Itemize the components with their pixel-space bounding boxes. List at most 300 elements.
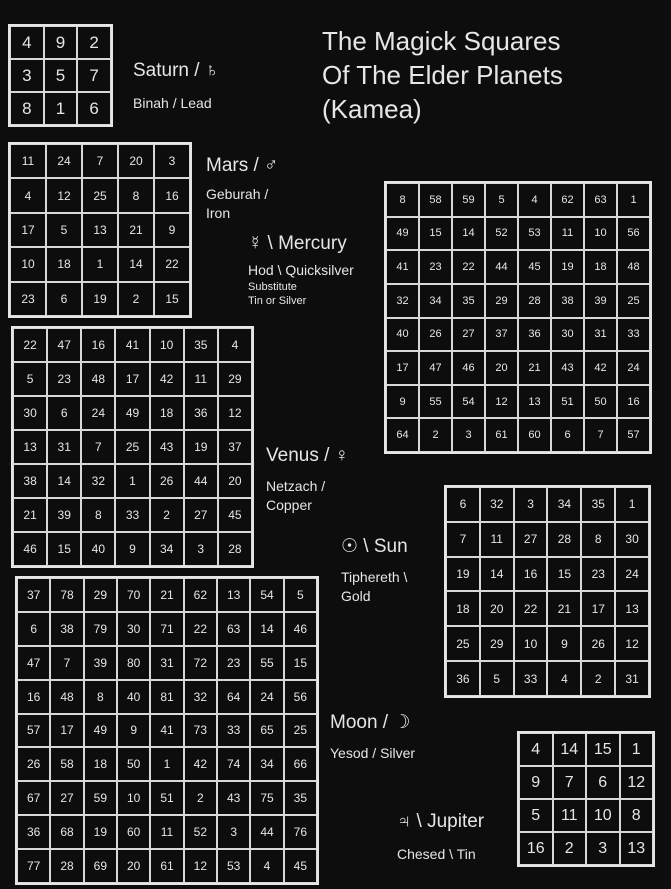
sun-cell: 10 [514,626,548,661]
sun-cell: 20 [480,591,514,626]
mars-cell: 12 [46,178,82,212]
mercury-cell: 13 [518,385,551,419]
mercury-cell: 34 [419,284,452,318]
sun-cell: 5 [480,661,514,696]
moon-cell: 37 [17,578,50,612]
moon-cell: 7 [50,646,83,680]
venus-cell: 15 [47,532,81,566]
mars-cell: 9 [154,213,190,247]
venus-cell: 1 [115,464,149,498]
moon-cell: 24 [250,680,283,714]
moon-cell: 16 [17,680,50,714]
title-line-2: Of The Elder Planets [322,60,563,90]
jupiter-cell: 10 [586,799,620,832]
sun-cell: 33 [514,661,548,696]
jupiter-cell: 8 [620,799,654,832]
venus-cell: 46 [13,532,47,566]
saturn-label [133,60,219,113]
mercury-cell: 24 [617,351,650,385]
moon-cell: 35 [284,781,317,815]
mercury-cell: 42 [584,351,617,385]
venus-cell: 36 [184,396,218,430]
moon-cell: 63 [217,612,250,646]
moon-cell: 22 [184,612,217,646]
mars-sub-1: Geburah / [206,186,269,202]
jupiter-cell: 3 [586,832,620,865]
sun-cell: 17 [581,591,615,626]
mercury-cell: 57 [617,418,650,452]
mercury-cell: 3 [452,418,485,452]
mars-square [8,142,192,318]
jupiter-cell: 1 [620,733,654,766]
venus-cell: 3 [184,532,218,566]
moon-cell: 32 [184,680,217,714]
sun-cell: 29 [480,626,514,661]
mars-cell: 11 [10,144,46,178]
mercury-cell: 26 [419,318,452,352]
sun-cell: 24 [615,557,649,592]
mercury-cell: 39 [584,284,617,318]
sun-square [444,485,651,698]
mercury-cell: 46 [452,351,485,385]
moon-cell: 41 [150,714,183,748]
sun-cell: 25 [446,626,480,661]
sun-cell: 7 [446,522,480,557]
saturn-cell: 7 [77,59,111,92]
mercury-cell: 64 [386,418,419,452]
venus-cell: 45 [218,498,252,532]
sun-cell: 11 [480,522,514,557]
moon-cell: 36 [17,815,50,849]
moon-cell: 9 [117,714,150,748]
venus-cell: 19 [184,430,218,464]
saturn-name: Saturn / ♄ [133,60,220,81]
mercury-cell: 40 [386,318,419,352]
moon-cell: 13 [217,578,250,612]
venus-cell: 33 [115,498,149,532]
mercury-note-1: Substitute [248,281,297,293]
saturn-cell: 1 [44,92,78,125]
moon-cell: 11 [150,815,183,849]
mercury-cell: 1 [617,183,650,217]
moon-cell: 23 [217,646,250,680]
mercury-cell: 28 [518,284,551,318]
sun-cell: 18 [446,591,480,626]
moon-cell: 61 [150,849,183,883]
moon-cell: 20 [117,849,150,883]
venus-cell: 30 [13,396,47,430]
moon-cell: 55 [250,646,283,680]
mars-cell: 20 [118,144,154,178]
mercury-cell: 4 [518,183,551,217]
mars-cell: 7 [82,144,118,178]
sun-cell: 16 [514,557,548,592]
mercury-cell: 53 [518,217,551,251]
mercury-cell: 38 [551,284,584,318]
mars-cell: 23 [10,282,46,316]
moon-cell: 3 [217,815,250,849]
moon-cell: 46 [284,612,317,646]
moon-cell: 5 [284,578,317,612]
mercury-cell: 6 [551,418,584,452]
mercury-note-2: Tin or Silver [248,295,307,307]
moon-cell: 68 [50,815,83,849]
moon-cell: 65 [250,714,283,748]
sun-cell: 13 [615,591,649,626]
mercury-cell: 22 [452,250,485,284]
mercury-cell: 18 [584,250,617,284]
sun-cell: 4 [547,661,581,696]
mercury-cell: 47 [419,351,452,385]
mercury-cell: 15 [419,217,452,251]
mercury-cell: 52 [485,217,518,251]
mercury-cell: 21 [518,351,551,385]
venus-cell: 13 [13,430,47,464]
jupiter-cell: 6 [586,766,620,799]
mercury-cell: 59 [452,183,485,217]
jupiter-cell: 16 [519,832,553,865]
moon-cell: 53 [217,849,250,883]
jupiter-cell: 11 [553,799,587,832]
venus-cell: 7 [81,430,115,464]
saturn-cell: 2 [77,26,111,59]
title-line-1: The Magick Squares [322,26,561,56]
moon-cell: 6 [17,612,50,646]
mars-cell: 10 [10,247,46,281]
venus-cell: 25 [115,430,149,464]
venus-cell: 38 [13,464,47,498]
venus-cell: 34 [150,532,184,566]
mercury-cell: 55 [419,385,452,419]
venus-cell: 35 [184,328,218,362]
moon-name: Moon / ☽ [330,712,411,733]
mercury-cell: 9 [386,385,419,419]
saturn-cell: 8 [10,92,44,125]
mars-sub-2: Iron [206,205,231,221]
moon-cell: 48 [50,680,83,714]
venus-name: Venus / ♀ [266,445,349,466]
saturn-cell: 9 [44,26,78,59]
saturn-cell: 3 [10,59,44,92]
mars-cell: 13 [82,213,118,247]
mercury-cell: 50 [584,385,617,419]
mercury-cell: 49 [386,217,419,251]
venus-cell: 9 [115,532,149,566]
moon-cell: 77 [17,849,50,883]
saturn-cell: 4 [10,26,44,59]
mars-cell: 5 [46,213,82,247]
mercury-square [384,181,652,454]
jupiter-cell: 4 [519,733,553,766]
mars-cell: 16 [154,178,190,212]
mars-cell: 2 [118,282,154,316]
sun-cell: 36 [446,661,480,696]
moon-cell: 19 [84,815,117,849]
venus-cell: 12 [218,396,252,430]
mercury-cell: 63 [584,183,617,217]
moon-cell: 47 [17,646,50,680]
mercury-cell: 5 [485,183,518,217]
moon-cell: 51 [150,781,183,815]
venus-cell: 17 [115,362,149,396]
mercury-cell: 29 [485,284,518,318]
venus-cell: 20 [218,464,252,498]
mars-cell: 17 [10,213,46,247]
mercury-cell: 56 [617,217,650,251]
venus-cell: 28 [218,532,252,566]
venus-cell: 24 [81,396,115,430]
mercury-cell: 61 [485,418,518,452]
mars-cell: 18 [46,247,82,281]
mars-cell: 1 [82,247,118,281]
moon-cell: 79 [84,612,117,646]
sun-cell: 19 [446,557,480,592]
mercury-label [248,233,354,308]
jupiter-cell: 15 [586,733,620,766]
moon-label [330,711,415,763]
sun-cell: 6 [446,487,480,522]
venus-cell: 47 [47,328,81,362]
sun-cell: 14 [480,557,514,592]
moon-cell: 45 [284,849,317,883]
moon-cell: 4 [250,849,283,883]
moon-cell: 74 [217,747,250,781]
venus-cell: 16 [81,328,115,362]
mercury-cell: 25 [617,284,650,318]
moon-cell: 52 [184,815,217,849]
moon-cell: 10 [117,781,150,815]
sun-cell: 27 [514,522,548,557]
moon-cell: 64 [217,680,250,714]
mars-cell: 19 [82,282,118,316]
mercury-cell: 41 [386,250,419,284]
jupiter-cell: 2 [553,832,587,865]
sun-cell: 28 [547,522,581,557]
jupiter-cell: 5 [519,799,553,832]
sun-cell: 3 [514,487,548,522]
sun-cell: 23 [581,557,615,592]
saturn-sub: Binah / Lead [133,95,212,111]
moon-cell: 43 [217,781,250,815]
mercury-cell: 12 [485,385,518,419]
moon-cell: 44 [250,815,283,849]
venus-cell: 39 [47,498,81,532]
moon-cell: 75 [250,781,283,815]
moon-cell: 72 [184,646,217,680]
mercury-cell: 44 [485,250,518,284]
mercury-cell: 37 [485,318,518,352]
moon-cell: 1 [150,747,183,781]
mercury-cell: 19 [551,250,584,284]
venus-cell: 42 [150,362,184,396]
mercury-cell: 33 [617,318,650,352]
jupiter-label [397,811,484,864]
mercury-cell: 20 [485,351,518,385]
moon-cell: 50 [117,747,150,781]
mercury-cell: 11 [551,217,584,251]
mercury-cell: 45 [518,250,551,284]
moon-cell: 31 [150,646,183,680]
moon-cell: 42 [184,747,217,781]
sun-cell: 30 [615,522,649,557]
venus-cell: 29 [218,362,252,396]
mars-cell: 24 [46,144,82,178]
moon-cell: 34 [250,747,283,781]
venus-cell: 11 [184,362,218,396]
mercury-cell: 10 [584,217,617,251]
moon-cell: 56 [284,680,317,714]
mercury-cell: 48 [617,250,650,284]
mercury-cell: 17 [386,351,419,385]
mercury-cell: 35 [452,284,485,318]
moon-cell: 17 [50,714,83,748]
venus-cell: 26 [150,464,184,498]
venus-cell: 21 [13,498,47,532]
mercury-cell: 8 [386,183,419,217]
sun-sub-1: Tiphereth \ [341,569,408,585]
mars-cell: 14 [118,247,154,281]
sun-cell: 12 [615,626,649,661]
mars-cell: 8 [118,178,154,212]
saturn-square [8,24,113,127]
venus-cell: 41 [115,328,149,362]
moon-cell: 81 [150,680,183,714]
venus-cell: 2 [150,498,184,532]
moon-cell: 54 [250,578,283,612]
moon-cell: 66 [284,747,317,781]
venus-cell: 43 [150,430,184,464]
sun-cell: 21 [547,591,581,626]
moon-cell: 39 [84,646,117,680]
moon-cell: 70 [117,578,150,612]
sun-cell: 15 [547,557,581,592]
venus-cell: 48 [81,362,115,396]
moon-cell: 18 [84,747,117,781]
venus-cell: 18 [150,396,184,430]
mercury-cell: 62 [551,183,584,217]
moon-cell: 2 [184,781,217,815]
moon-cell: 67 [17,781,50,815]
mars-cell: 21 [118,213,154,247]
sun-cell: 26 [581,626,615,661]
page-title [322,24,563,126]
moon-cell: 40 [117,680,150,714]
venus-sub-2: Copper [266,497,312,513]
sun-cell: 35 [581,487,615,522]
moon-cell: 29 [84,578,117,612]
jupiter-cell: 13 [620,832,654,865]
mars-cell: 22 [154,247,190,281]
moon-cell: 71 [150,612,183,646]
venus-cell: 40 [81,532,115,566]
moon-cell: 14 [250,612,283,646]
mercury-name: ☿ \ Mercury [248,233,347,254]
mercury-cell: 23 [419,250,452,284]
moon-cell: 80 [117,646,150,680]
moon-cell: 28 [50,849,83,883]
mercury-cell: 7 [584,418,617,452]
mars-cell: 25 [82,178,118,212]
moon-cell: 60 [117,815,150,849]
moon-cell: 49 [84,714,117,748]
moon-cell: 76 [284,815,317,849]
sun-cell: 2 [581,661,615,696]
moon-sub: Yesod / Silver [330,745,416,761]
mercury-cell: 54 [452,385,485,419]
moon-cell: 21 [150,578,183,612]
mercury-sub: Hod \ Quicksilver [248,262,354,278]
moon-cell: 30 [117,612,150,646]
venus-cell: 37 [218,430,252,464]
moon-cell: 78 [50,578,83,612]
mercury-cell: 31 [584,318,617,352]
jupiter-cell: 7 [553,766,587,799]
venus-cell: 22 [13,328,47,362]
mars-cell: 3 [154,144,190,178]
mars-cell: 6 [46,282,82,316]
venus-cell: 4 [218,328,252,362]
moon-cell: 33 [217,714,250,748]
jupiter-cell: 12 [620,766,654,799]
moon-cell: 58 [50,747,83,781]
sun-cell: 1 [615,487,649,522]
sun-cell: 31 [615,661,649,696]
mercury-cell: 36 [518,318,551,352]
moon-square [15,576,319,885]
moon-cell: 27 [50,781,83,815]
moon-cell: 59 [84,781,117,815]
mercury-cell: 16 [617,385,650,419]
mercury-cell: 51 [551,385,584,419]
sun-sub-2: Gold [341,588,371,604]
moon-cell: 12 [184,849,217,883]
mercury-cell: 14 [452,217,485,251]
moon-cell: 25 [284,714,317,748]
mercury-cell: 2 [419,418,452,452]
mars-cell: 15 [154,282,190,316]
sun-cell: 34 [547,487,581,522]
venus-cell: 49 [115,396,149,430]
mars-cell: 4 [10,178,46,212]
sun-cell: 9 [547,626,581,661]
venus-square [11,326,254,568]
venus-cell: 23 [47,362,81,396]
venus-cell: 10 [150,328,184,362]
jupiter-name: ♃ \ Jupiter [397,811,485,832]
mercury-cell: 30 [551,318,584,352]
moon-cell: 73 [184,714,217,748]
sun-cell: 32 [480,487,514,522]
mercury-cell: 58 [419,183,452,217]
mars-label [206,155,278,223]
moon-cell: 8 [84,680,117,714]
mercury-cell: 60 [518,418,551,452]
moon-cell: 38 [50,612,83,646]
saturn-cell: 5 [44,59,78,92]
sun-cell: 22 [514,591,548,626]
venus-sub-1: Netzach / [266,478,326,494]
jupiter-cell: 14 [553,733,587,766]
title-line-3: (Kamea) [322,94,422,124]
venus-cell: 44 [184,464,218,498]
venus-cell: 14 [47,464,81,498]
moon-cell: 62 [184,578,217,612]
moon-cell: 26 [17,747,50,781]
venus-cell: 8 [81,498,115,532]
venus-label [266,445,349,515]
venus-cell: 5 [13,362,47,396]
sun-cell: 8 [581,522,615,557]
